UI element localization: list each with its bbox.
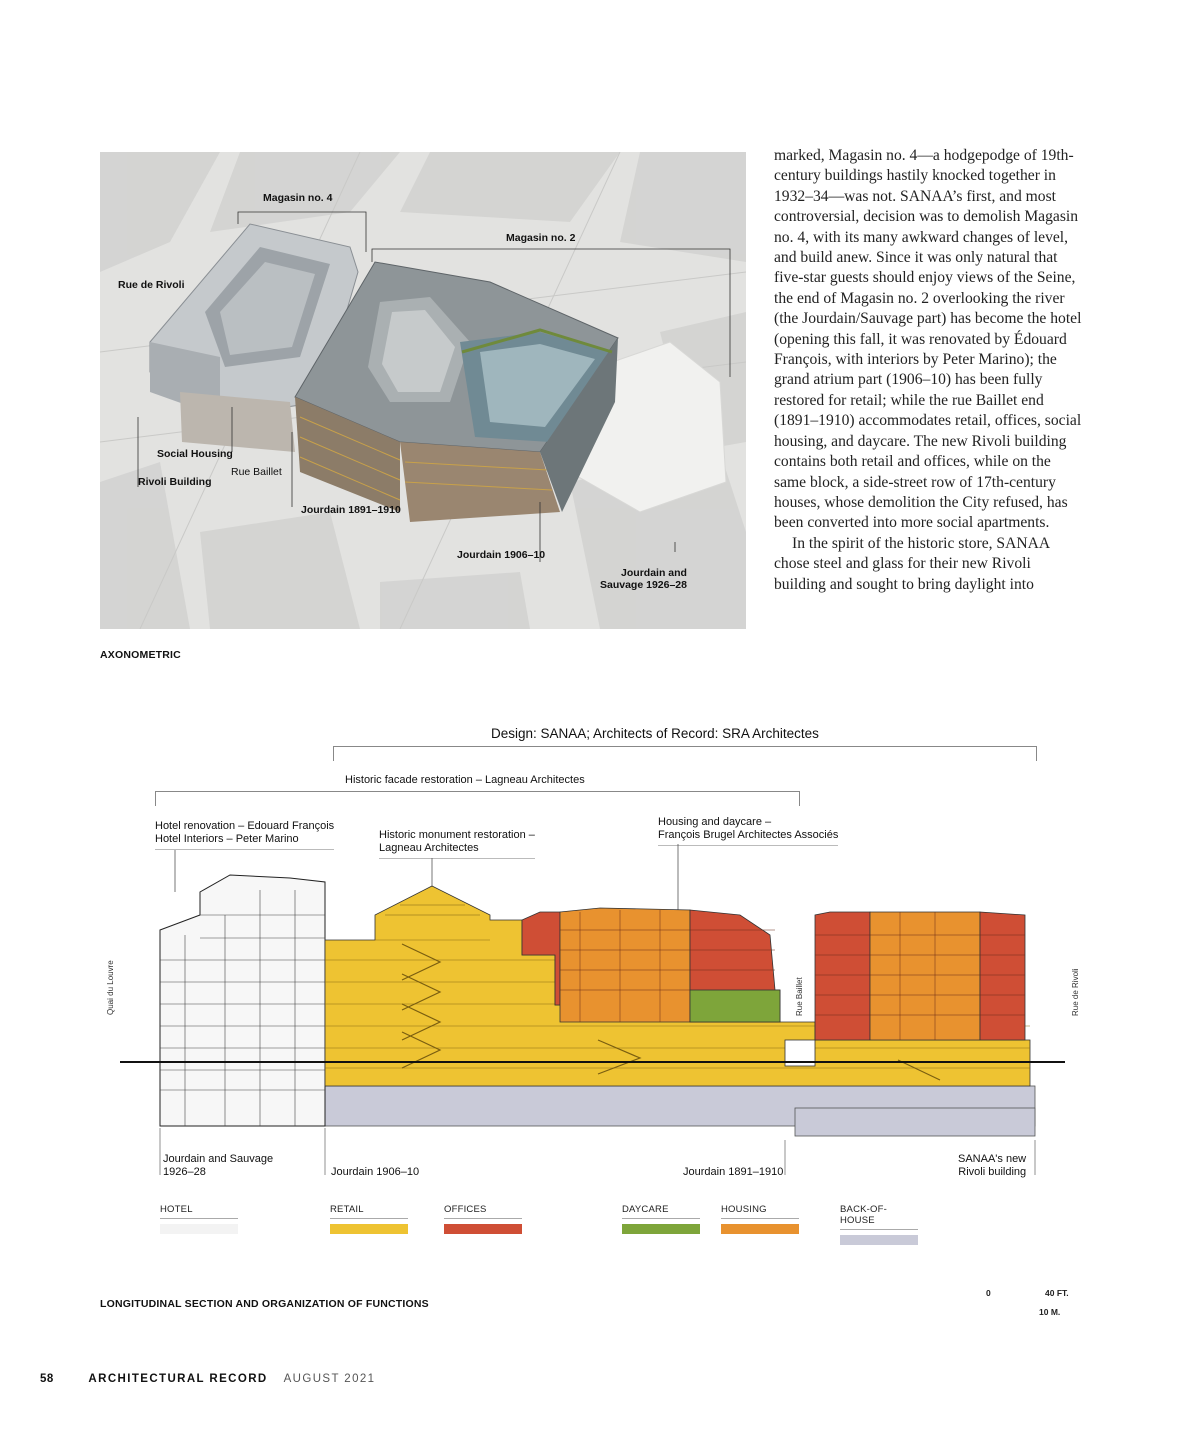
label-jourdain-1906: Jourdain 1906–10 — [457, 549, 546, 561]
legend-hotel: HOTEL — [160, 1204, 238, 1234]
label-bottom-jourdain-1891: Jourdain 1891–1910 — [683, 1166, 784, 1178]
legend-retail: RETAIL — [330, 1204, 408, 1234]
label-rue-baillet-section: Rue Baillet — [795, 977, 804, 1016]
design-credit: Design: SANAA; Architects of Record: SRA Architectes — [491, 726, 819, 741]
hotel-credit: Hotel renovation – Edouard François Hotel Interiors – Peter Marino — [155, 820, 334, 850]
label-rivoli-building: Rivoli Building — [138, 476, 212, 488]
legend-daycare: DAYCARE — [622, 1204, 700, 1234]
scale-feet: 40 FT. — [1045, 1288, 1069, 1298]
magazine-name: ARCHITECTURAL RECORD — [88, 1373, 268, 1385]
label-rue-de-rivoli-section: Rue de Rivoli — [1071, 968, 1080, 1016]
label-social-housing: Social Housing — [157, 448, 233, 460]
legend-housing: HOUSING — [721, 1204, 799, 1234]
housing-credit: Housing and daycare – François Brugel Architectes Associés — [658, 816, 838, 846]
label-magasin-2: Magasin no. 2 — [506, 232, 576, 244]
page-number: 58 — [40, 1373, 54, 1385]
label-bottom-jourdain-1906: Jourdain 1906–10 — [331, 1166, 420, 1178]
issue-date: AUGUST 2021 — [283, 1373, 376, 1385]
scale-zero: 0 — [986, 1288, 991, 1298]
label-magasin-4: Magasin no. 4 — [263, 192, 333, 204]
article-paragraph: In the spirit of the historic store, SANAA chose steel and glass for their new Rivoli building and sought to bring daylight into — [774, 534, 1050, 593]
scale-meters: 10 M. — [1039, 1307, 1061, 1317]
page-footer — [40, 1373, 375, 1385]
legend-back-of-house: BACK-OF-HOUSE — [840, 1204, 918, 1245]
legend-offices: OFFICES — [444, 1204, 522, 1234]
article-paragraph: marked, Magasin no. 4—a hodgepodge of 19th-century buildings hastily knocked together in 1932–34—was not. SANAA’s first, and most controversial, decision was to demolish Magasin no. 4, with its many awkward changes of level, and build anew. Since it was only natural that five-star guests should enjoy views of the Seine, the end of Magasin no. 2 overlooking the river (the Jourdain/Sauvage part) has become the hotel (opening this fall, it was renovated by Édouard François, with interiors by Peter Marino); the grand atrium part (1906–10) has been fully restored for retail; while the rue Baillet end (1891–1910) accommodates retail, offices, social housing, and daycare. The new Rivoli building contains both retail and offices, while on the same block, a side-street row of 17th-century houses, whose demolition the City refused, has been converted into more social apartments. — [774, 147, 1082, 532]
label-rue-de-rivoli: Rue de Rivoli — [118, 279, 185, 291]
monument-credit: Historic monument restoration – Lagneau Architectes — [379, 829, 535, 859]
section-caption: LONGITUDINAL SECTION AND ORGANIZATION OF FUNCTIONS — [100, 1298, 429, 1310]
label-bottom-jourdain-sauvage: Jourdain and Sauvage 1926–28 — [163, 1153, 274, 1178]
label-jourdain-sauvage: Jourdain and Sauvage 1926–28 — [600, 567, 687, 591]
label-rue-baillet: Rue Baillet — [231, 466, 282, 478]
facade-credit: Historic facade restoration – Lagneau Architectes — [345, 774, 585, 786]
label-jourdain-1891: Jourdain 1891–1910 — [301, 504, 401, 516]
label-quai-du-louvre: Quai du Louvre — [106, 960, 115, 1015]
axonometric-caption: AXONOMETRIC — [100, 649, 181, 661]
label-bottom-sanaa: SANAA's new Rivoli building — [958, 1153, 1027, 1178]
